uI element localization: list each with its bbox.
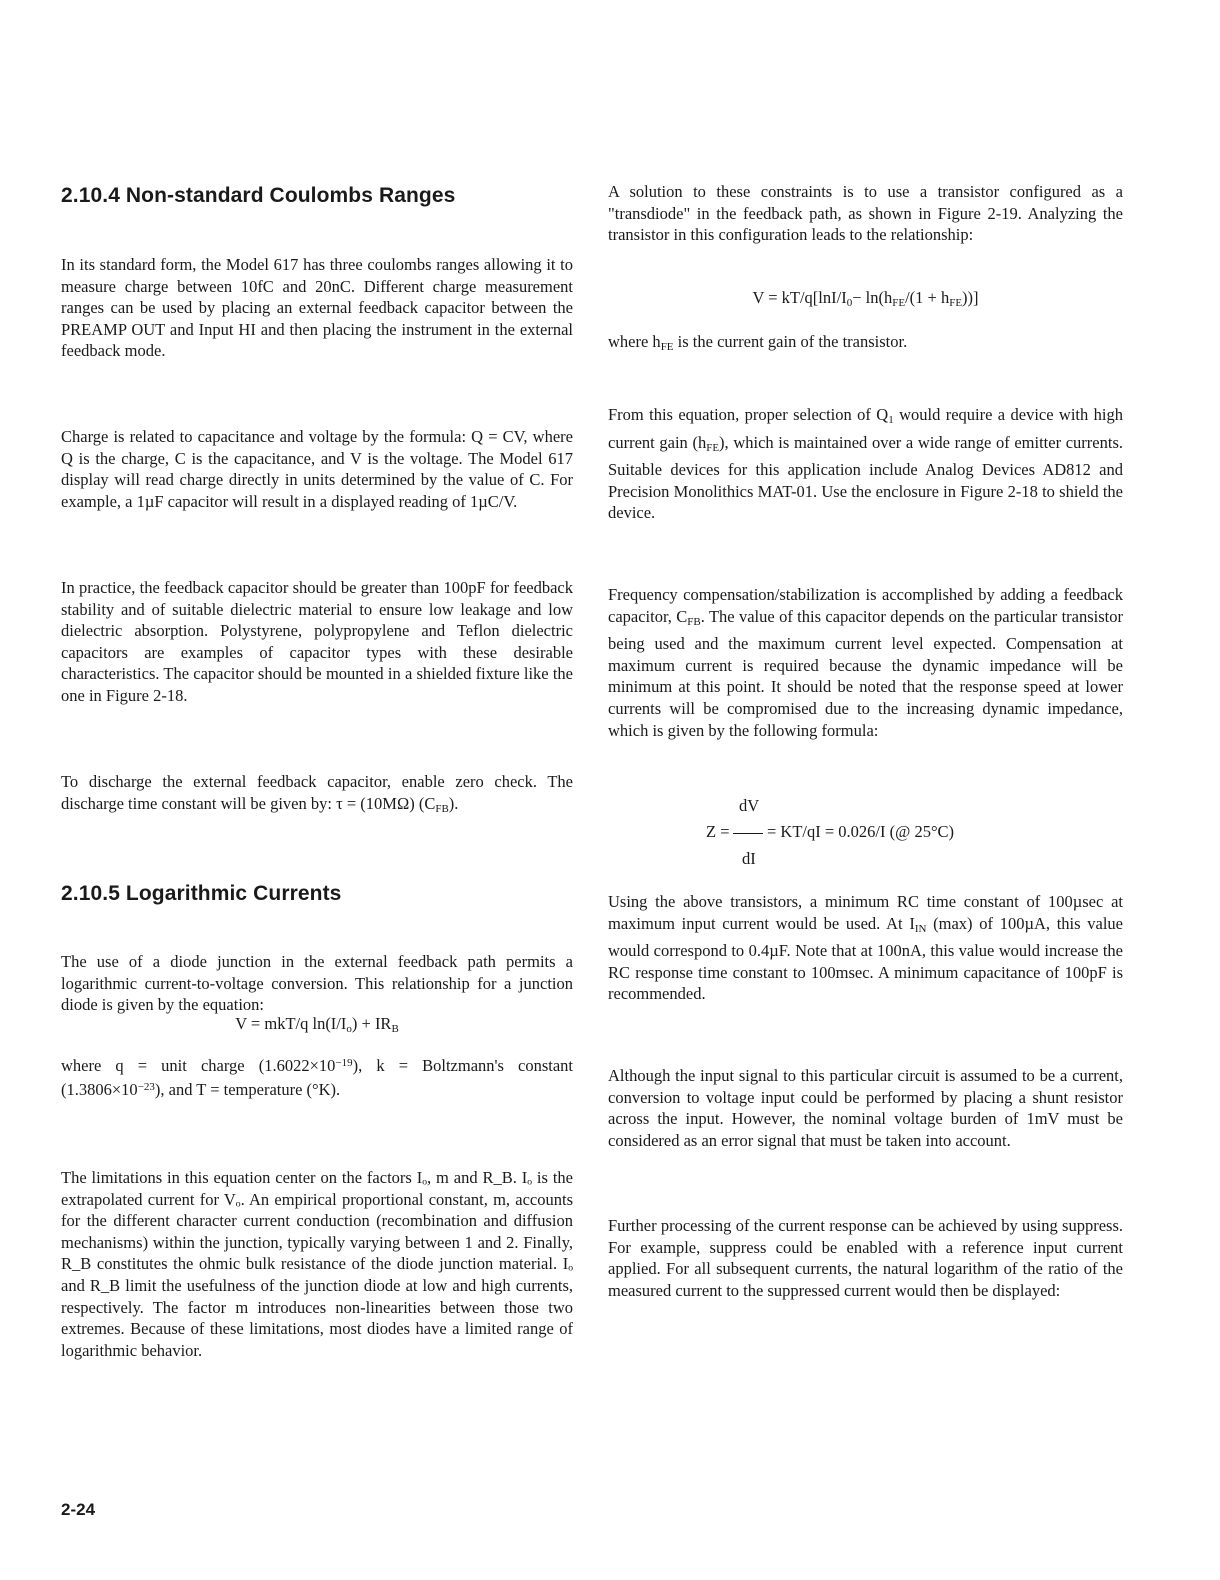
paragraph-shunt-resistor: Although the input signal to this particular circuit is assumed to be a current, conversion to voltage input could be performed by placing a shunt resistor across the input. However, the nominal voltage burden of 1mV must be considered as an error signal that must be taken into account.: [608, 1066, 1123, 1150]
paragraph-charge-formula: Charge is related to capacitance and voltage by the formula: Q = CV, where Q is the charge, C is the capacitance, and V is the voltage. The Model 617 display will read charge directly in units determined by the value of C. For example, a 1µF capacitor will result in a displayed reading of 1µC/V.: [61, 427, 573, 511]
equation-transdiode: $V = kT/q[\ln I/I_0- \ln(h_{FE}/(1 + h_{FE}))]$: [752, 288, 979, 309]
paragraph-constants: where q = unit charge $(1.6022\times 10^{-19})$, k = Boltzmann's constant $(1.3806\times 10^{-23})$, and T = temperature (°K).: [61, 1056, 574, 1099]
paragraph-rc-time-constant: Using the above transistors, a minimum RC time constant of 100µsec at maximum input current would be used. At $I_{IN}$ (max) of 100µA, this value would correspond to 0.4µF. Note that at 100nA, this value would increase the RC response time constant to 100msec. A minimum capacitance of 100pF is recommended.: [608, 892, 1123, 1004]
paragraph-transistor-selection: From this equation, proper selection of $Q_1$ would require a device with high current gain $(h_{FE})$, which is maintained over a wide range of emitter currents. Suitable devices for this application include Analog Devices AD812 and Precision Monolithics MAT-01. Use the enclosure in Figure 2-18 to shield the device.: [608, 405, 1124, 523]
equation-diode: V = mkT/q $\ln(I/I_o) + IR_B$: [235, 1014, 399, 1035]
page-number: 2-24: [61, 1500, 96, 1519]
section-heading-coulombs: 2.10.4 Non-standard Coulombs Ranges: [61, 184, 456, 207]
equation-numerator: dV: [739, 796, 760, 815]
paragraph-limitations: The limitations in this equation center on the factors Iₒ, m and R_B. Iₒ is the extrapolated current for Vₒ. An empirical proportional constant, m, accounts for the different character current conduction (recombination and diffusion mechanisms) within the junction, typically varying between 1 and 2. Finally, R_B constitutes the ohmic bulk resistance of the diode junction material. Iₒ and R_B limit the usefulness of the junction diode at low and high currents, respectively. The factor m introduces non-linearities between those two extremes. Because of these limitations, most diodes have a limited range of logarithmic behavior.: [61, 1168, 573, 1360]
paragraph-feedback-capacitor: In practice, the feedback capacitor should be greater than 100pF for feedback stability and of suitable dielectric material to ensure low leakage and low dielectric absorption. Polystyrene, polypropylene and Teflon dielectric capacitors are examples of capacitor types with these desirable characteristics. The capacitor should be mounted in a shielded fixture like the one in Figure 2-18.: [61, 578, 573, 705]
section-heading-logarithmic: 2.10.5 Logarithmic Currents: [61, 882, 342, 905]
paragraph-frequency-compensation: Frequency compensation/stabilization is accomplished by adding a feedback capacitor, $C_{FB}$. The value of this capacitor depends on the particular transistor being used and the maximum current level expected. Compensation at maximum current is required because the dynamic impedance will be minimum at this point. It should be noted that the response speed at lower currents will be compromised due to the increasing dynamic impedance, which is given by the following formula:: [608, 585, 1123, 740]
paragraph-diode-junction: The use of a diode junction in the external feedback path permits a logarithmic current-to-voltage conversion. This relationship for a junction diode is given by the equation:: [61, 952, 573, 1015]
equation-denominator: dI: [742, 849, 756, 868]
paragraph-suppress: Further processing of the current response can be achieved by using suppress. For example, suppress could be enabled with a reference input current applied. For all subsequent currents, the natural logarithm of the ratio of the measured current to the suppressed current would then be displayed:: [608, 1216, 1123, 1300]
paragraph-transdiode: A solution to these constraints is to use a transistor configured as a "transdiode" in the feedback path, as shown in Figure 2-19. Analyzing the transistor in this configuration leads to the relationship:: [608, 182, 1123, 245]
equation-lhs: Z =: [706, 822, 730, 841]
equation-impedance: [608, 794, 1123, 874]
fraction-bar: [733, 833, 763, 834]
paragraph-discharge: To discharge the external feedback capacitor, enable zero check. The discharge time constant will be given by: τ = (10MΩ) $(C_{FB})$.: [61, 772, 573, 815]
equation-rhs: = KT/qI = 0.026/I (@ 25°C): [767, 822, 955, 841]
paragraph-standard-form: In its standard form, the Model 617 has three coulombs ranges allowing it to measure charge between 10fC and 20nC. Different charge measurement ranges can be used by placing an external feedback capacitor between the PREAMP OUT and Input HI and then placing the instrument in the external feedback mode.: [61, 255, 573, 361]
paragraph-current-gain: where $h_{FE}$ is the current gain of the transistor.: [608, 332, 908, 353]
